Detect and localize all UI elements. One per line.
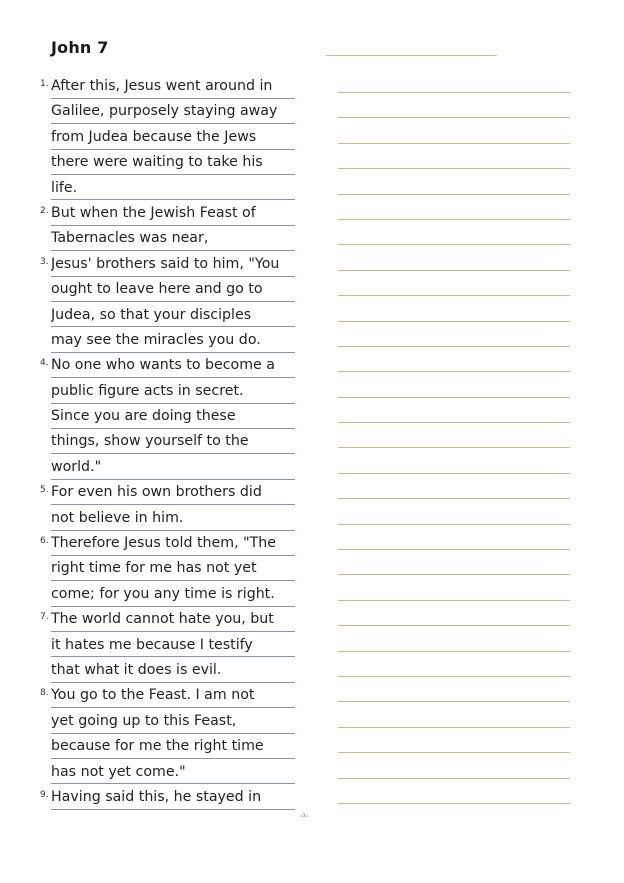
verse-line bbox=[0, 277, 310, 302]
title-writing-line[interactable] bbox=[326, 55, 497, 56]
verse-text: For even his own brothers did bbox=[51, 482, 295, 505]
verse-line bbox=[0, 455, 310, 480]
verse-line bbox=[0, 176, 310, 201]
writing-line[interactable] bbox=[338, 652, 570, 677]
verse-text: not believe in him. bbox=[51, 508, 295, 531]
writing-line[interactable] bbox=[338, 347, 570, 372]
verse-text: things, show yourself to the bbox=[51, 431, 295, 454]
verse-number: 3. bbox=[40, 256, 49, 267]
writing-line[interactable] bbox=[338, 575, 570, 600]
verse-text: that what it does is evil. bbox=[51, 660, 295, 683]
verse-line bbox=[0, 353, 310, 378]
verse-line bbox=[0, 760, 310, 785]
page-number: ·¹· bbox=[300, 812, 309, 821]
writing-line[interactable] bbox=[338, 626, 570, 651]
verse-line bbox=[0, 99, 310, 124]
verse-line bbox=[0, 785, 310, 810]
verse-line bbox=[0, 607, 310, 632]
writing-line[interactable] bbox=[338, 448, 570, 473]
verse-text: Therefore Jesus told them, "The bbox=[51, 533, 295, 556]
verse-number: 8. bbox=[40, 688, 49, 699]
verse-line bbox=[0, 556, 310, 581]
verse-text: Galilee, purposely staying away bbox=[51, 101, 295, 124]
verse-text: ought to leave here and go to bbox=[51, 279, 295, 302]
verse-line bbox=[0, 226, 310, 251]
writing-line[interactable] bbox=[338, 779, 570, 804]
writing-line[interactable] bbox=[338, 550, 570, 575]
verse-line bbox=[0, 531, 310, 556]
verse-number: 5. bbox=[40, 485, 49, 496]
writing-line[interactable] bbox=[338, 702, 570, 727]
verse-text: You go to the Feast. I am not bbox=[51, 685, 295, 708]
verse-line bbox=[0, 480, 310, 505]
verse-line bbox=[0, 125, 310, 150]
writing-line[interactable] bbox=[338, 74, 570, 93]
verse-line bbox=[0, 582, 310, 607]
writing-line[interactable] bbox=[338, 423, 570, 448]
verse-number: 1. bbox=[40, 79, 49, 89]
verse-text: come; for you any time is right. bbox=[51, 584, 295, 607]
verse-text: Since you are doing these bbox=[51, 406, 295, 429]
verse-text-column bbox=[0, 74, 310, 810]
verse-number: 6. bbox=[40, 536, 49, 547]
verse-text: there were waiting to take his bbox=[51, 152, 295, 175]
verse-text: because for me the right time bbox=[51, 736, 295, 759]
writing-line[interactable] bbox=[338, 499, 570, 524]
writing-line[interactable] bbox=[338, 372, 570, 397]
verse-text: After this, Jesus went around in bbox=[51, 76, 295, 99]
writing-line[interactable] bbox=[338, 93, 570, 118]
verse-number: 2. bbox=[40, 205, 49, 216]
verse-text: public figure acts in secret. bbox=[51, 381, 295, 404]
verse-line bbox=[0, 201, 310, 226]
verse-text: Judea, so that your disciples bbox=[51, 305, 295, 328]
verse-text: right time for me has not yet bbox=[51, 558, 295, 581]
verse-text: Jesus' brothers said to him, "You bbox=[51, 254, 295, 277]
verse-line bbox=[0, 303, 310, 328]
verse-text: has not yet come." bbox=[51, 762, 295, 785]
verse-text: it hates me because I testify bbox=[51, 635, 295, 658]
page-title: John 7 bbox=[51, 38, 109, 57]
writing-line[interactable] bbox=[338, 195, 570, 220]
verse-line bbox=[0, 74, 310, 99]
verse-text: The world cannot hate you, but bbox=[51, 609, 295, 632]
verse-line bbox=[0, 658, 310, 683]
verse-text: Tabernacles was near, bbox=[51, 228, 295, 251]
writing-line[interactable] bbox=[338, 118, 570, 143]
verse-text: world." bbox=[51, 457, 295, 480]
verse-line bbox=[0, 252, 310, 277]
verse-line bbox=[0, 683, 310, 708]
verse-text: No one who wants to become a bbox=[51, 355, 295, 378]
verse-line bbox=[0, 734, 310, 759]
verse-line bbox=[0, 633, 310, 658]
writing-line[interactable] bbox=[338, 525, 570, 550]
writing-line[interactable] bbox=[338, 601, 570, 626]
verse-line bbox=[0, 506, 310, 531]
verse-line bbox=[0, 709, 310, 734]
verse-number: 7. bbox=[40, 612, 49, 623]
verse-line bbox=[0, 328, 310, 353]
verse-text: yet going up to this Feast, bbox=[51, 711, 295, 734]
verse-text: from Judea because the Jews bbox=[51, 127, 295, 150]
verse-text: life. bbox=[51, 178, 295, 201]
writing-line[interactable] bbox=[338, 296, 570, 321]
writing-line[interactable] bbox=[338, 753, 570, 778]
verse-number: 9. bbox=[40, 789, 49, 800]
writing-line[interactable] bbox=[338, 169, 570, 194]
writing-line[interactable] bbox=[338, 677, 570, 702]
writing-line[interactable] bbox=[338, 271, 570, 296]
verse-text: may see the miracles you do. bbox=[51, 330, 295, 353]
verse-line bbox=[0, 379, 310, 404]
writing-line[interactable] bbox=[338, 728, 570, 753]
verse-text: But when the Jewish Feast of bbox=[51, 203, 295, 226]
verse-line bbox=[0, 150, 310, 175]
writing-line[interactable] bbox=[338, 220, 570, 245]
writing-line[interactable] bbox=[338, 474, 570, 499]
writing-line[interactable] bbox=[338, 322, 570, 347]
handwriting-lines-column bbox=[338, 74, 570, 804]
writing-line[interactable] bbox=[338, 398, 570, 423]
writing-line[interactable] bbox=[338, 245, 570, 270]
verse-number: 4. bbox=[40, 358, 49, 369]
verse-line bbox=[0, 404, 310, 429]
verse-text: Having said this, he stayed in bbox=[51, 787, 295, 810]
verse-line bbox=[0, 429, 310, 454]
writing-line[interactable] bbox=[338, 144, 570, 169]
